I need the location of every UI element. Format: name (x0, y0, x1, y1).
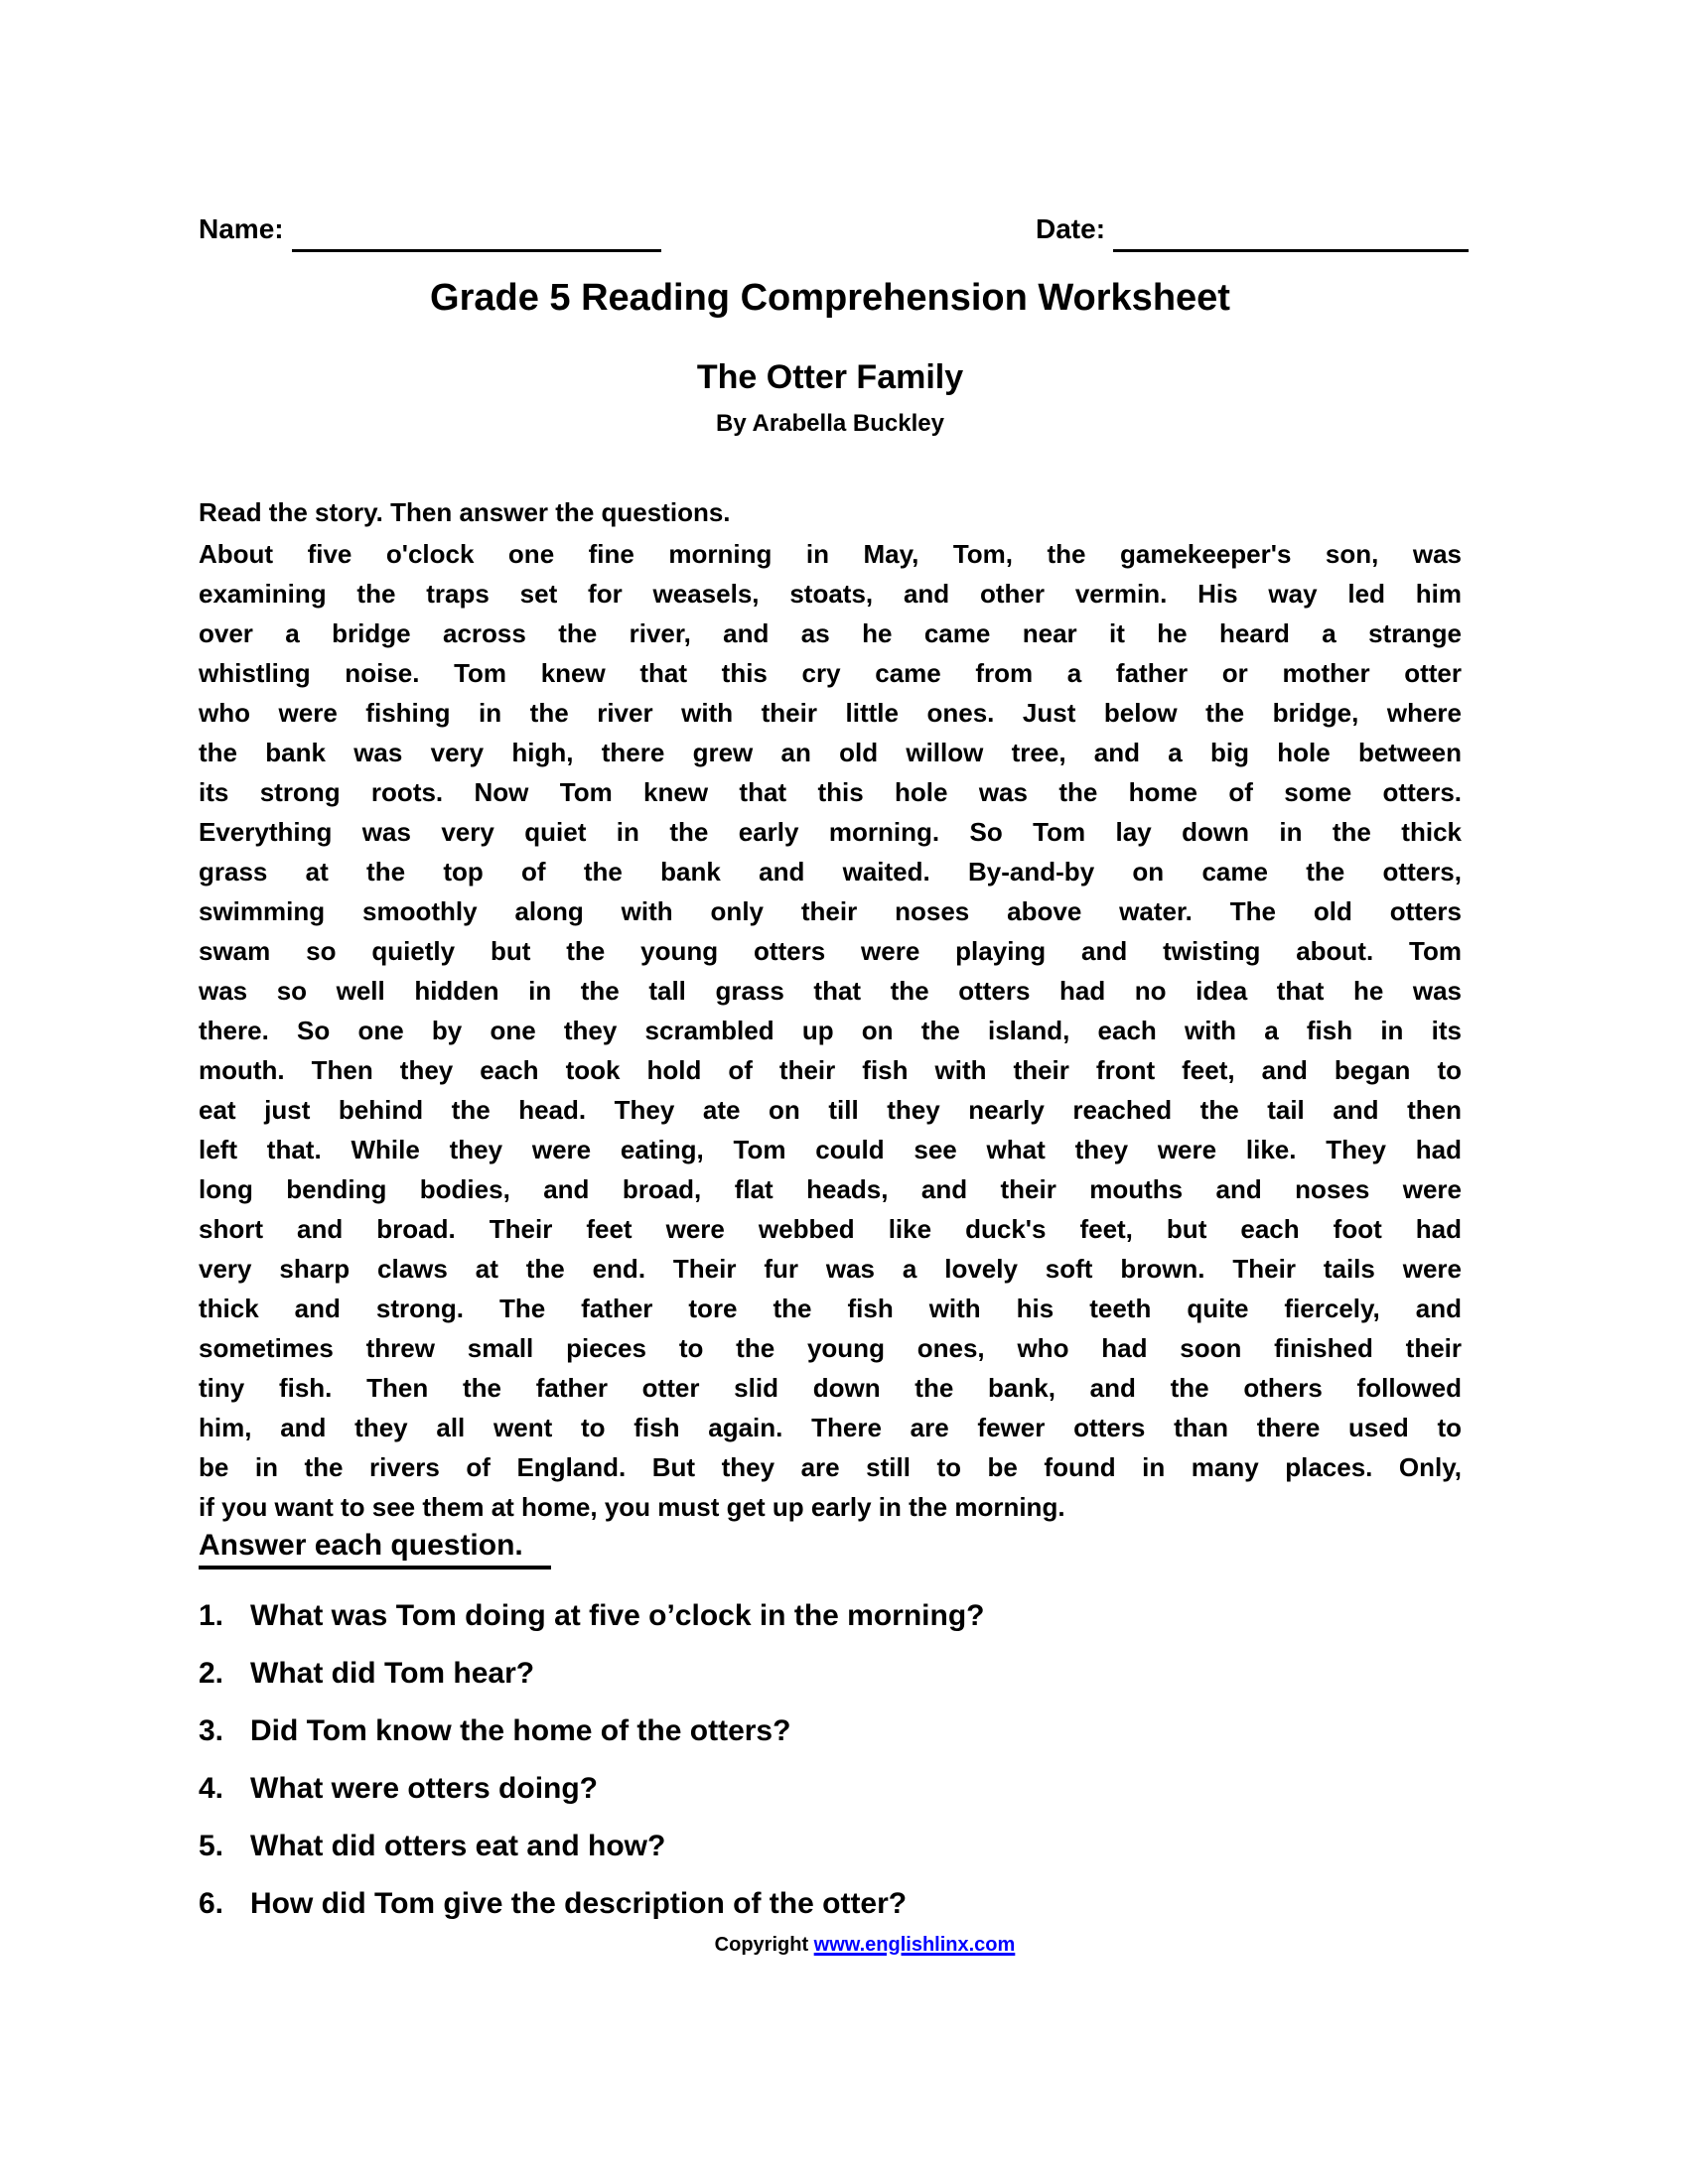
question-list (199, 1600, 1462, 1946)
question-row (199, 1773, 1462, 1804)
story-line: long bending bodies, and broad, flat heads, and their mouths and noses were (199, 1174, 1462, 1204)
question-text: What did otters eat and how? (250, 1830, 666, 1862)
question-text: What was Tom doing at five o’clock in the morning? (250, 1599, 985, 1632)
story-instructions: Read the story. Then answer the questions. (199, 497, 731, 527)
story-title: The Otter Family (696, 358, 964, 396)
question-number: 5. (199, 1830, 224, 1862)
story-line: there. So one by one they scrambled up on the island, each with a fish in its (199, 1016, 1462, 1045)
name-field-group (199, 205, 661, 246)
question-text: What did Tom hear? (250, 1657, 535, 1690)
question-number: 4. (199, 1772, 224, 1805)
name-label: Name: (199, 213, 284, 244)
question-number: 1. (199, 1599, 224, 1632)
question-number: 3. (199, 1714, 224, 1747)
story-line: thick and strong. The father tore the fish with his teeth quite fiercely, and (199, 1294, 1462, 1323)
question-text: How did Tom give the description of the otter? (250, 1887, 908, 1920)
page-title: Grade 5 Reading Comprehension Worksheet (430, 277, 1230, 319)
question-number: 2. (199, 1657, 224, 1690)
story-line: who were fishing in the river with their little ones. Just below the bridge, where (199, 698, 1462, 728)
copyright-label: Copyright (714, 1934, 809, 1956)
question-row (199, 1831, 1462, 1861)
story-line: examining the traps set for weasels, stoats, and other vermin. His way led him (199, 579, 1462, 609)
question-text: Did Tom know the home of the otters? (250, 1714, 791, 1747)
story-line: About five o'clock one fine morning in May, Tom, the gamekeeper's son, was (199, 539, 1462, 569)
copyright-link[interactable]: www.englishlinx.com (813, 1934, 1016, 1956)
name-date-row (199, 205, 1484, 246)
story-line: was so well hidden in the tall grass that the otters had no idea that he was (199, 976, 1462, 1006)
story-line: its strong roots. Now Tom knew that this hole was the home of some otters. (199, 777, 1462, 807)
question-row (199, 1715, 1462, 1746)
question-text: What were otters doing? (250, 1772, 599, 1805)
story-line: mouth. Then they each took hold of their fish with their front feet, and began to (199, 1055, 1462, 1085)
story-line: tiny fish. Then the father otter slid down the bank, and the others followed (199, 1373, 1462, 1403)
question-row (199, 1888, 1462, 1919)
date-blank-line (1113, 215, 1469, 252)
story-line: swimming smoothly along with only their noses above water. The old otters (199, 896, 1462, 926)
story-paragraph (199, 534, 1462, 1527)
question-row (199, 1600, 1462, 1631)
question-row (199, 1658, 1462, 1689)
story-line: the bank was very high, there grew an old willow tree, and a big hole between (199, 738, 1462, 767)
footer (199, 1933, 1462, 1957)
story-line: swam so quietly but the young otters were playing and twisting about. Tom (199, 936, 1462, 966)
question-number: 6. (199, 1887, 224, 1920)
story-line: sometimes threw small pieces to the young ones, who had soon finished their (199, 1333, 1462, 1363)
story-line: short and broad. Their feet were webbed like duck's feet, but each foot had (199, 1214, 1462, 1244)
story-line: very sharp claws at the end. Their fur was a lovely soft brown. Their tails were (199, 1254, 1462, 1284)
story-line: over a bridge across the river, and as he came near it he heard a strange (199, 618, 1462, 648)
date-field-group (1036, 205, 1469, 246)
story-line: left that. While they were eating, Tom could see what they were like. They had (199, 1135, 1462, 1164)
story-line: whistling noise. Tom knew that this cry came from a father or mother otter (199, 658, 1462, 688)
story-line: grass at the top of the bank and waited. By-and-by on came the otters, (199, 857, 1462, 887)
story-line: be in the rivers of England. But they are still to be found in many places. Only, (199, 1452, 1462, 1482)
story-line: Everything was very quiet in the early morning. So Tom lay down in the thick (199, 817, 1462, 847)
name-blank-line (292, 215, 661, 252)
date-label: Date: (1036, 213, 1106, 244)
story-line: him, and they all went to fish again. There are fewer otters than there used to (199, 1413, 1462, 1442)
story-line: if you want to see them at home, you must get up early in the morning. (199, 1492, 1065, 1522)
answer-section-heading: Answer each question. (199, 1529, 551, 1570)
story-byline: By Arabella Buckley (716, 410, 944, 437)
story-line: eat just behind the head. They ate on till they nearly reached the tail and then (199, 1095, 1462, 1125)
